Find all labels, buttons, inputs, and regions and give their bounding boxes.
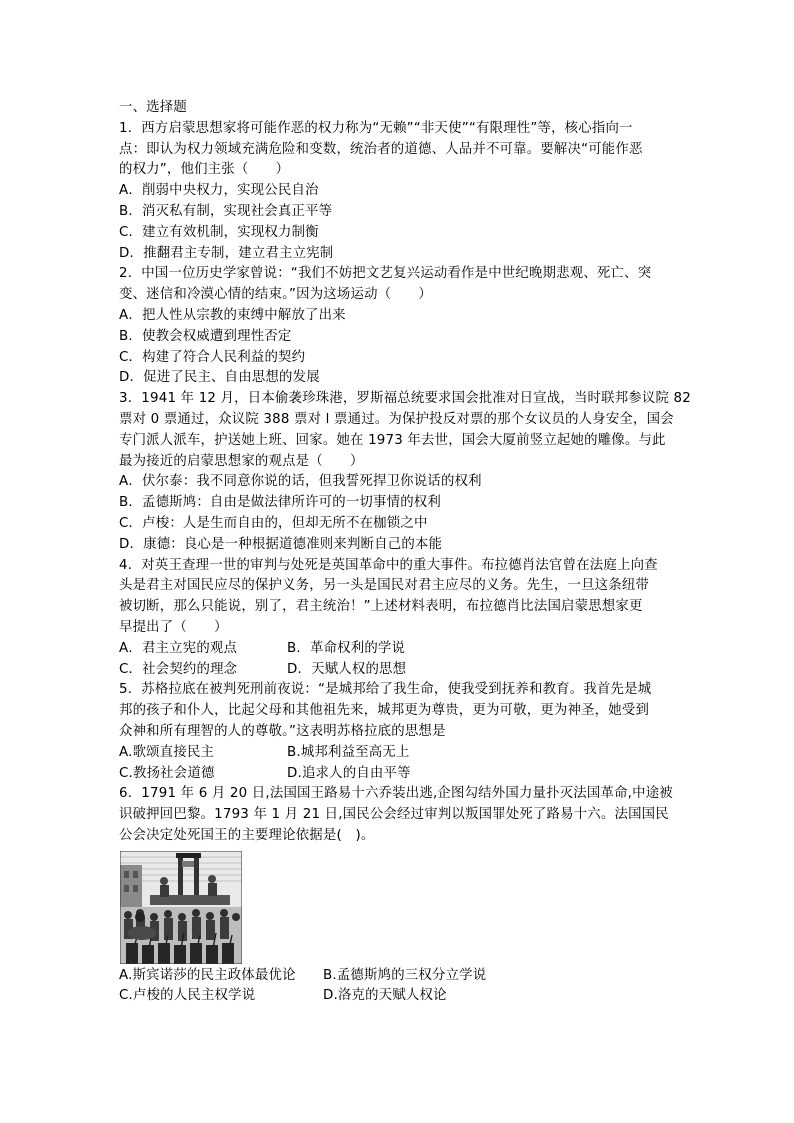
- section-title: 一、选择题: [119, 100, 187, 115]
- question-text-line: 公会决定处死国王的主要理论依据是( )。: [119, 827, 375, 843]
- question-text-line: 被切断，那么只能说，别了，君主统治！”上述材料表明，布拉德肖比法国启蒙思想家更: [119, 599, 643, 615]
- question-text-line: 专门派人派车，护送她上班、回家。她在 1973 年去世，国会大厦前竖立起她的雕像。与此: [119, 432, 666, 448]
- question-text-line: 邦的孩子和仆人，比起父母和其他祖先来，城邦更为尊贵，更为可敬，更为神圣，她受到: [119, 703, 650, 719]
- option-d: D．推翻君主专制，建立君主立宪制: [119, 245, 334, 261]
- question-text-line: 2．中国一位历史学家曾说：“我们不妨把文艺复兴运动看作是中世纪晚期悲观、死亡、突: [119, 266, 652, 282]
- question-text-line: 票对 0 票通过，众议院 388 票对 l 票通过。为保护投反对票的那个女议员的人身安全，国会: [119, 411, 674, 427]
- question-text-line: 头是君主对国民应尽的保护义务，另一头是国民对君主应尽的义务。先生，一旦这条纽带: [119, 578, 650, 594]
- option-d: D.追求人的自由平等: [287, 765, 411, 781]
- option-b: B.城邦利益至高无上: [287, 744, 410, 760]
- option-row: [119, 743, 679, 764]
- question-text-line: 识破押回巴黎。1793 年 1 月 21 日,国民公会经过审判以叛国罪处死了路易十六。法国国民: [119, 807, 669, 823]
- option-d: D．天赋人权的思想: [287, 661, 407, 677]
- option-c: C.卢梭的人民主权学说: [119, 988, 256, 1004]
- option-row: [119, 986, 679, 1007]
- question-4: [119, 556, 679, 681]
- option-a: A.歌颂直接民主: [119, 744, 215, 760]
- question-text-line: 1．西方启蒙思想家将可能作恶的权力称为“无赖”“非天使”“有限理性”等，核心指向一: [119, 120, 633, 136]
- question-text-line: 3．1941 年 12 月，日本偷袭珍珠港，罗斯福总统要求国会批准对日宣战，当时联邦参议院 82: [119, 391, 691, 407]
- option-a: A．君主立宪的观点: [119, 640, 238, 656]
- option-a: A.斯宾诺莎的民主政体最优论: [119, 967, 296, 983]
- option-c: C.教扬社会道德: [119, 765, 215, 781]
- question-text-line: 5．苏格拉底在被判死刑前夜说：“是城邦给了我生命，使我受到抚养和教育。我首先是城: [119, 682, 652, 698]
- question-text-line: 4．对英王查理一世的审判与处死是英国革命中的重大事件。布拉德肖法官曾在法庭上向查: [119, 557, 658, 573]
- question-text-line: 点：即认为权力领域充满危险和变数，统治者的道德、人品并不可靠。要解决“可能作恶: [119, 141, 643, 157]
- question-text-line: 的权力”，他们主张（ ）: [119, 162, 290, 178]
- option-b: B．孟德斯鸠：自由是做法律所许可的一切事情的权利: [119, 495, 441, 511]
- option-d: D．康德：良心是一种根据道德准则来判断自己的本能: [119, 536, 443, 552]
- option-c: C．构建了符合人民利益的契约: [119, 349, 306, 365]
- question-text-line: 6．1791 年 6 月 20 日,法国国王路易十六乔装出逃,企图勾结外国力量扑灭法国革命,中途被: [119, 786, 673, 802]
- option-d: D．促进了民主、自由思想的发展: [119, 370, 320, 386]
- option-c: C．建立有效机制，实现权力制衡: [119, 224, 319, 240]
- question-text-line: 早提出了（ ）: [119, 619, 228, 635]
- option-row: [119, 966, 679, 987]
- option-b: B.孟德斯鸠的三权分立学说: [323, 967, 487, 983]
- option-a: A．把人性从宗教的束缚中解放了出来: [119, 307, 346, 323]
- option-row: [119, 639, 679, 660]
- option-a: A．伏尔泰：我不同意你说的话，但我誓死捍卫你说话的权利: [119, 474, 482, 490]
- document-page: [119, 98, 691, 1007]
- question-text-line: 变、迷信和冷漠心情的结束。”因为这场运动（ ）: [119, 287, 433, 303]
- option-a: A．削弱中央权力，实现公民自治: [119, 183, 319, 199]
- option-b: B．革命权利的学说: [287, 640, 406, 656]
- option-row: [119, 660, 679, 681]
- option-c: C．卢梭：人是生而自由的，但却无所不在枷锁之中: [119, 515, 428, 531]
- option-row: [119, 764, 679, 785]
- option-b: B．使教会权威遭到理性否定: [119, 328, 292, 344]
- option-b: B．消灭私有制，实现社会真正平等: [119, 203, 333, 219]
- option-c: C．社会契约的理念: [119, 661, 238, 677]
- question-3: [119, 389, 691, 555]
- question-5: [119, 680, 679, 784]
- question-6: [119, 784, 679, 1007]
- question-text-line: 最为接近的启蒙思想家的观点是（ ）: [119, 453, 364, 469]
- option-d: D.洛克的天赋人权论: [323, 988, 447, 1004]
- question-2: [119, 264, 679, 389]
- question-1: [119, 119, 679, 265]
- question-text-line: 众神和所有理智的人的尊敬。”这表明苏格拉底的思想是: [119, 723, 446, 739]
- execution-engraving-image: [120, 851, 242, 964]
